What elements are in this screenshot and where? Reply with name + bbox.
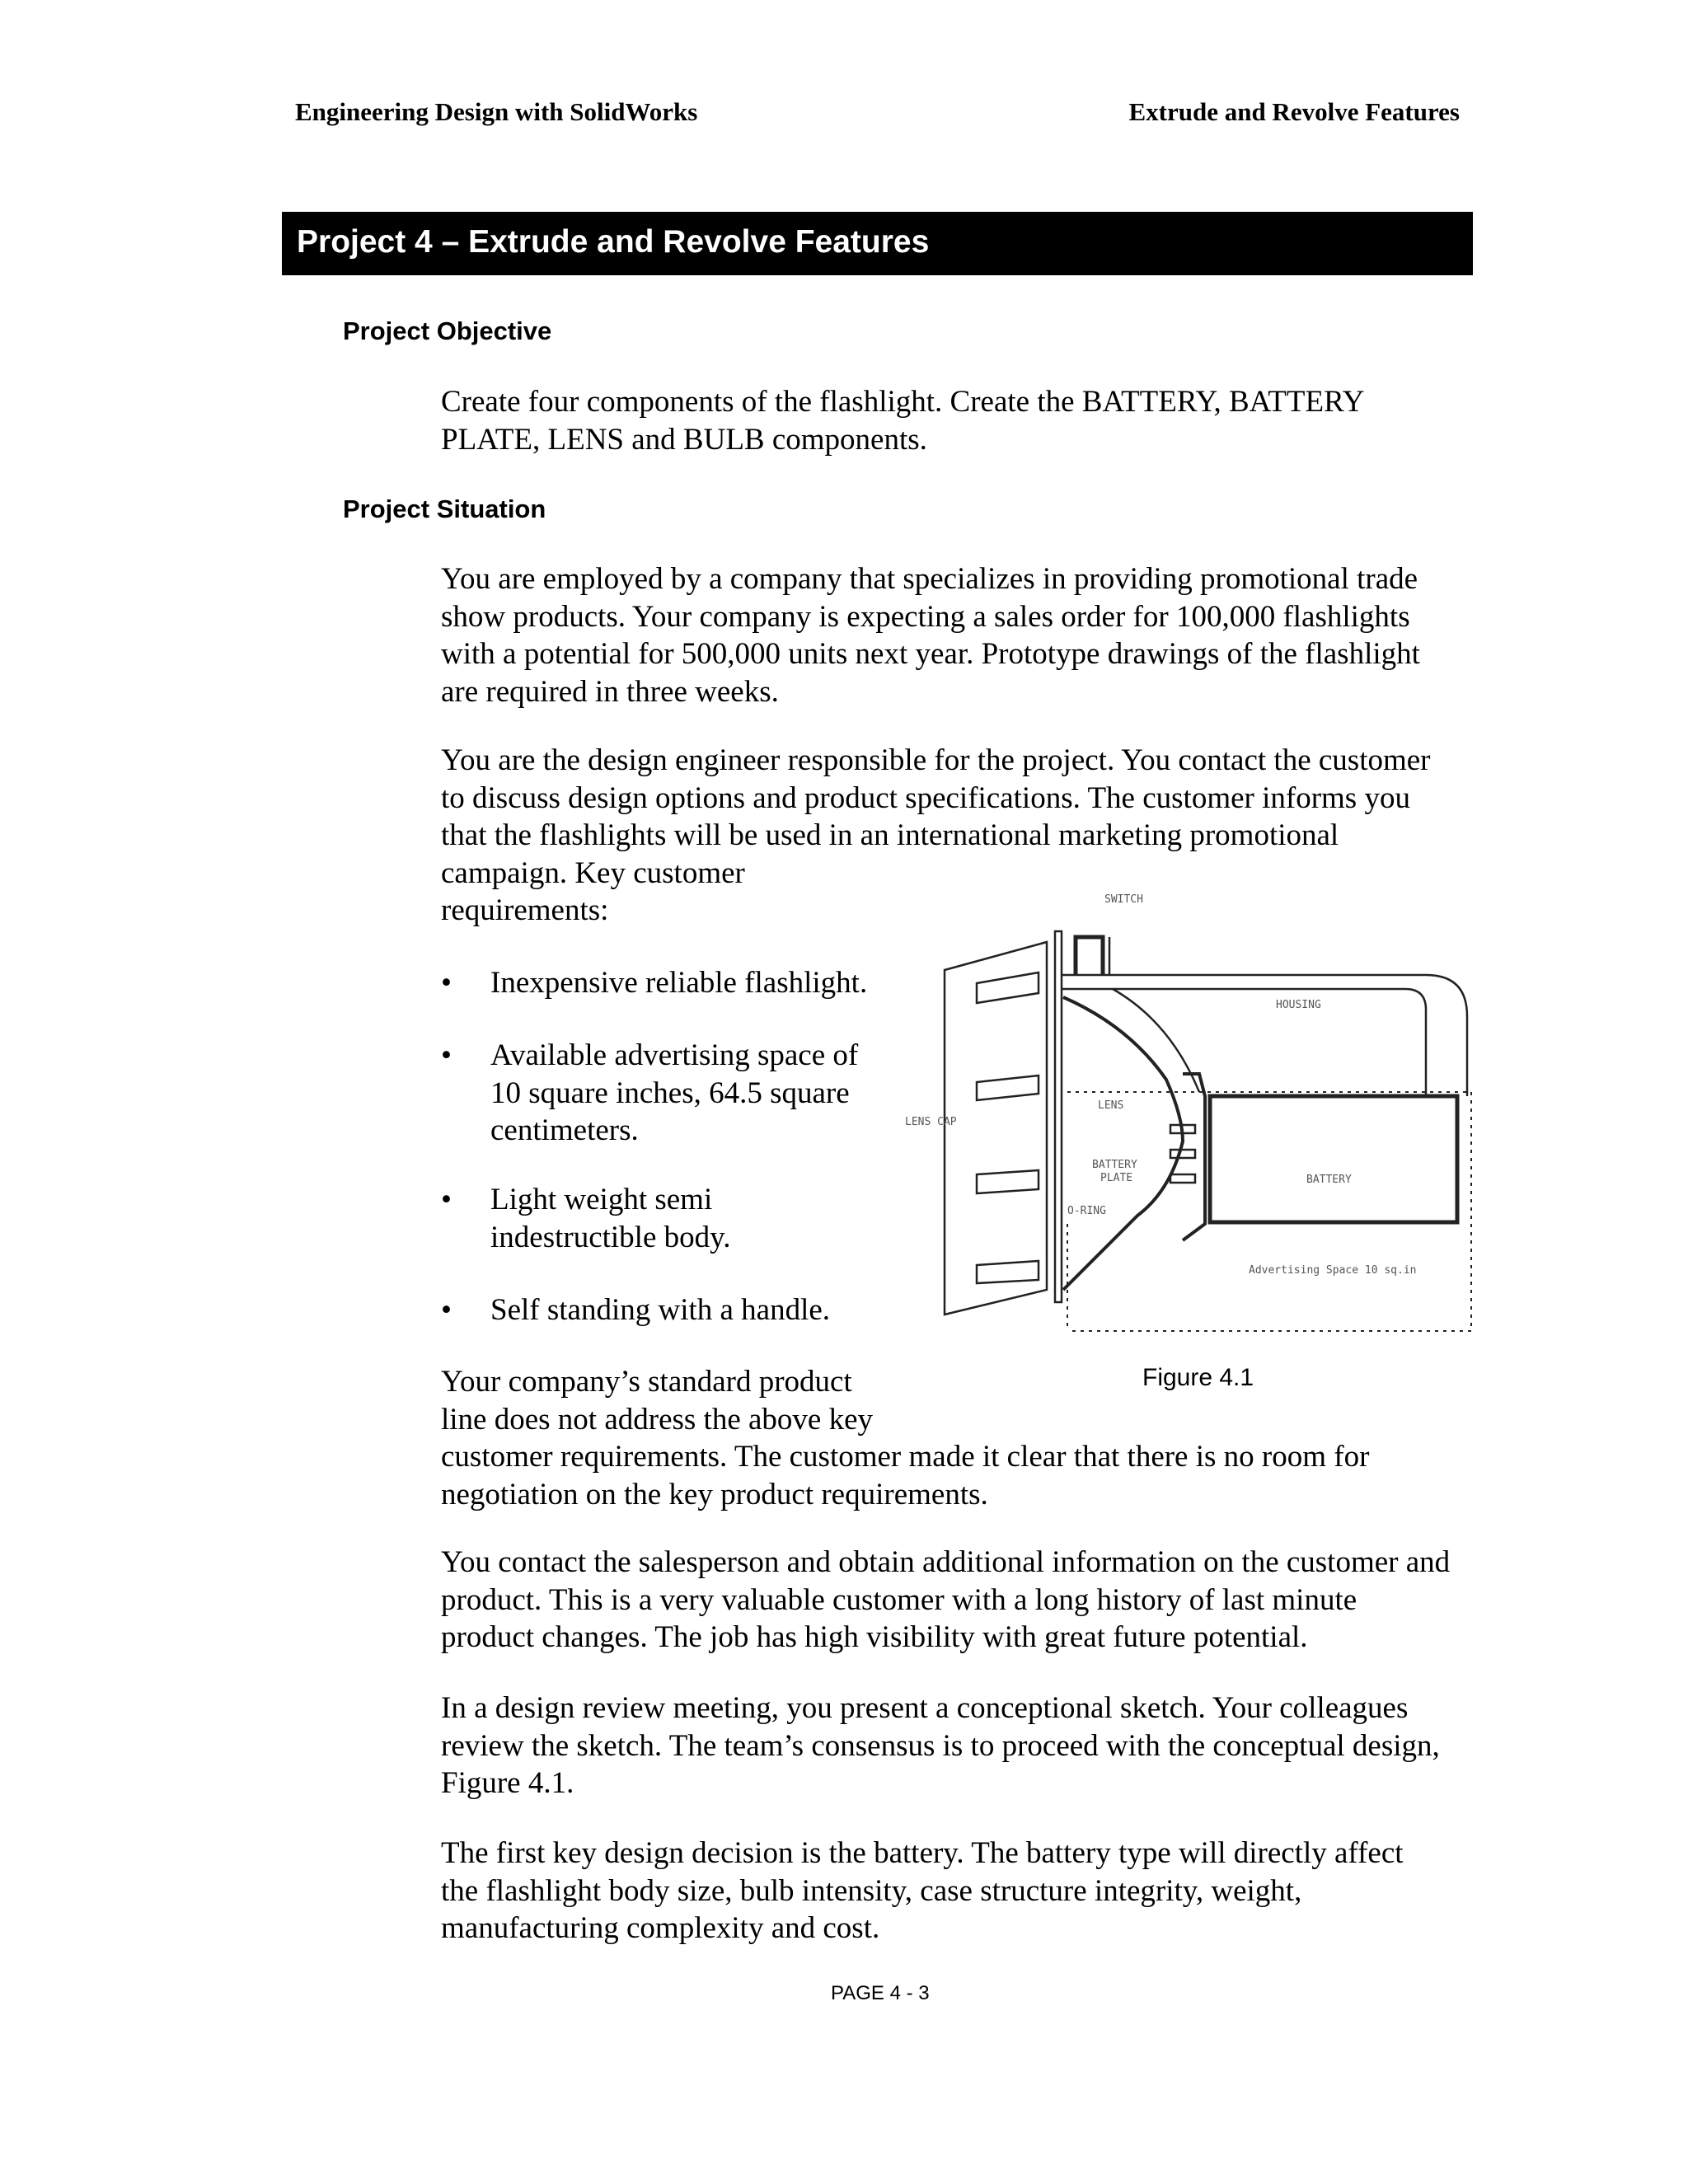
situation-paragraph-1	[441, 560, 1479, 710]
text-line: Light weight semi	[490, 1183, 713, 1216]
text-line: You are employed by a company that specializes in providing promotional trade	[441, 562, 1418, 596]
text-line: product. This is a very valuable customer with a long history of last minute	[441, 1582, 1357, 1617]
label-lens-cap: LENS CAP	[905, 1116, 957, 1128]
text-line: requirements:	[441, 893, 609, 927]
project-title: Project 4 – Extrude and Revolve Features	[297, 224, 930, 260]
text-line: 10 square inches, 64.5 square	[490, 1076, 850, 1110]
text-line: with a potential for 500,000 units next year. Prototype drawings of the flashlight	[441, 637, 1420, 671]
text-line: negotiation on the key product requirements.	[441, 1477, 988, 1511]
text-line: product changes. The job has high visibility with great future potential.	[441, 1620, 1308, 1654]
objective-heading: Project Objective	[343, 316, 552, 345]
text-line: Figure 4.1.	[441, 1766, 574, 1800]
bullet-symbol: •	[441, 966, 452, 1000]
situation-paragraph-5	[441, 1690, 1479, 1802]
label-switch: SWITCH	[1104, 893, 1143, 906]
bullet-symbol: •	[441, 1038, 452, 1072]
label-battery-plate-2: PLATE	[1100, 1172, 1133, 1184]
label-battery: BATTERY	[1306, 1174, 1352, 1186]
label-o-ring: O-RING	[1067, 1205, 1106, 1217]
text-line: Inexpensive reliable flashlight.	[490, 966, 868, 1000]
text-line: the flashlight body size, bulb intensity, case structure integrity, weight,	[441, 1873, 1302, 1908]
text-line: Your company’s standard product	[441, 1365, 852, 1399]
text-line: manufacturing complexity and cost.	[441, 1911, 880, 1945]
label-advertising-space: Advertising Space 10 sq.in	[1249, 1264, 1417, 1277]
text-line: Self standing with a handle.	[490, 1293, 831, 1327]
situation-paragraph-4	[441, 1544, 1479, 1657]
text-line: centimeters.	[490, 1113, 639, 1147]
text-line: You are the design engineer responsible for the project. You contact the customer	[441, 743, 1431, 777]
figure-caption: Figure 4.1	[1142, 1364, 1254, 1391]
objective-paragraph	[441, 383, 1479, 458]
text-line: The first key design decision is the battery. The battery type will directly affect	[441, 1836, 1404, 1870]
bullet-symbol: •	[441, 1293, 452, 1327]
text-line: In a design review meeting, you present a conceptional sketch. Your colleagues	[441, 1691, 1409, 1725]
bullet-item	[441, 1291, 886, 1329]
label-battery-plate: BATTERY	[1092, 1159, 1137, 1171]
text-line: indestructible body.	[490, 1220, 731, 1254]
situation-heading: Project Situation	[343, 494, 546, 523]
text-line: show products. Your company is expecting a sales order for 100,000 flashlights	[441, 599, 1410, 634]
running-header-right: Extrude and Revolve Features	[1128, 97, 1460, 126]
label-housing: HOUSING	[1276, 999, 1321, 1011]
label-lens: LENS	[1098, 1099, 1124, 1112]
bullet-item	[441, 964, 886, 1002]
project-banner	[282, 212, 1473, 275]
text-line: Available advertising space of	[490, 1038, 859, 1072]
situation-paragraph-6	[441, 1835, 1479, 1947]
text-line: campaign. Key customer	[441, 855, 745, 890]
text-line: customer requirements. The customer made it clear that there is no room for	[441, 1440, 1370, 1474]
text-line: to discuss design options and product specifications. The customer informs you	[441, 780, 1410, 815]
situation-paragraph-3	[441, 1363, 1479, 1513]
text-line: line does not address the above key	[441, 1402, 874, 1436]
bullet-symbol: •	[441, 1183, 452, 1216]
text-line: You contact the salesperson and obtain additional information on the customer and	[441, 1545, 1451, 1579]
running-header-left: Engineering Design with SolidWorks	[295, 97, 698, 126]
text-line: that the flashlights will be used in an international marketing promotional	[441, 818, 1339, 852]
text-line: PLATE, LENS and BULB components.	[441, 422, 927, 457]
flashlight-sketch	[898, 878, 1484, 1360]
bullet-item	[441, 1037, 886, 1152]
bullet-item	[441, 1181, 886, 1257]
page-number: PAGE 4 - 3	[831, 1982, 930, 2004]
text-line: Create four components of the flashlight. Create the BATTERY, BATTERY	[441, 385, 1365, 419]
text-line: review the sketch. The team’s consensus is to proceed with the conceptual design,	[441, 1728, 1440, 1763]
text-line: are required in three weeks.	[441, 674, 779, 709]
